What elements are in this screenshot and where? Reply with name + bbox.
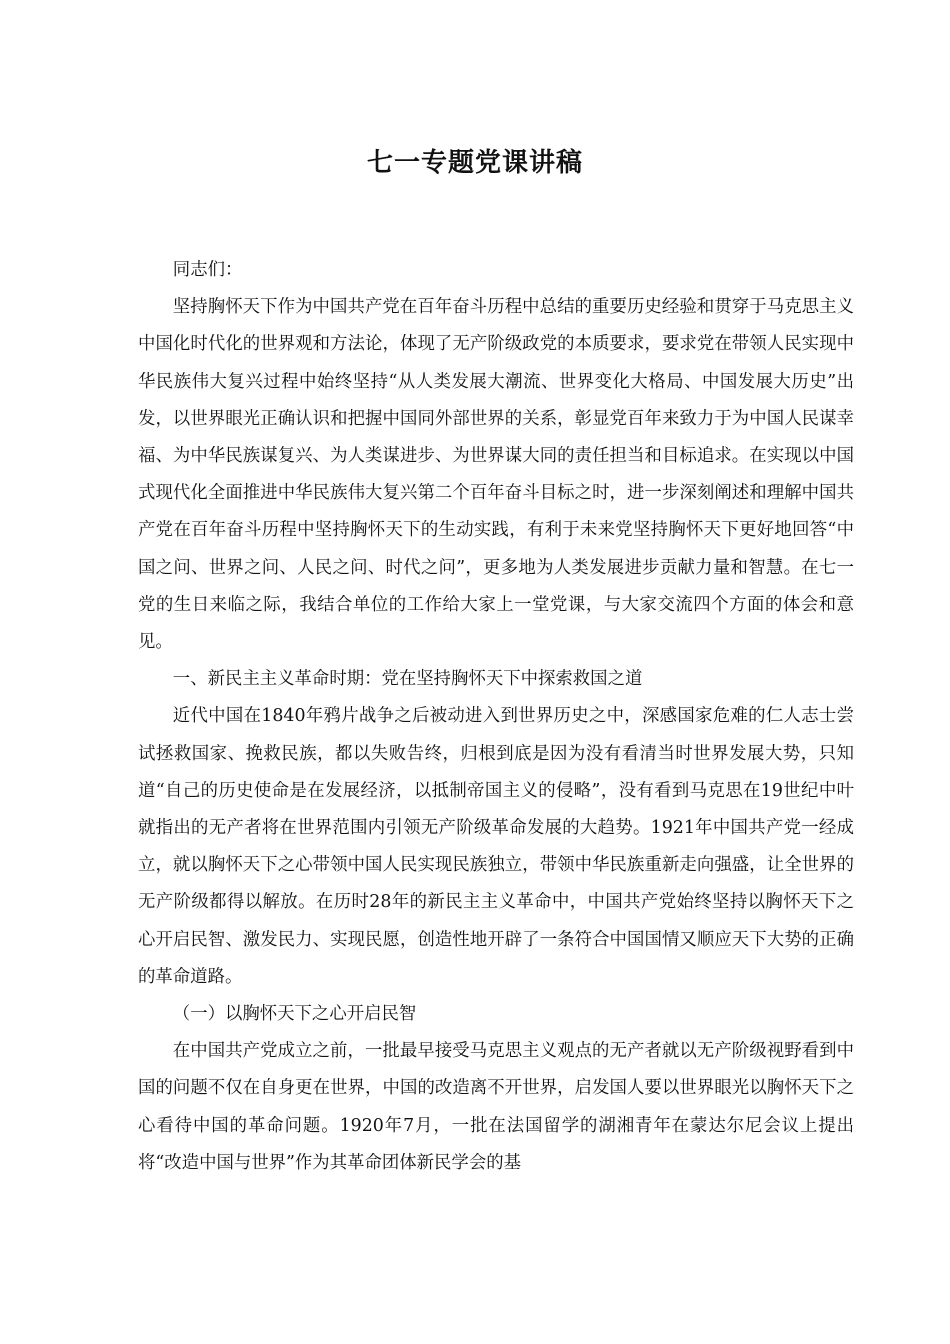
salutation: 同志们：: [172, 260, 243, 280]
paragraph-section-1: 近代中国在1840年鸦片战争之后被动进入到世界历史之中，深感国家危难的仁人志士尝试拯救国家、挽救民族，都以失败告终，归根到底是因为没有看清当时世界发展大势，只知道“自己的历史使命是在发展经济，以抵制帝国主义的侵略”，没有看到马克思在19世纪中叶就指出的无产者将在世界范围内引领无产阶级革命发展的大趋势。1921年中国共产党一经成立，就以胸怀天下之心带领中国人民实现民族独立，带领中华民族重新走向强盛，让全世界的无产阶级都得以解放。在历时28年的新民主主义革命中，中国共产党始终坚持以胸怀天下之心开启民智、激发民力、实现民愿，创造性地开辟了一条符合中国国情又顺应天下大势的正确的革命道路。: [138, 706, 854, 987]
paragraph-subsection-1: 在中国共产党成立之前，一批最早接受马克思主义观点的无产者就以无产阶级视野看到中国的问题不仅在自身更在世界，中国的改造离不开世界，启发国人要以世界眼光以胸怀天下之心看待中国的革命问题。1920年7月，一批在法国留学的湖湘青年在蒙达尔尼会议上提出将“改造中国与世界”作为其革命团体新民学会的基: [138, 1041, 854, 1173]
document-title: 七一专题党课讲稿: [366, 148, 583, 178]
paragraph-intro: 坚持胸怀天下作为中国共产党在百年奋斗历程中总结的重要历史经验和贯穿于马克思主义中国化时代化的世界观和方法论，体现了无产阶级政党的本质要求，要求党在带领人民实现中华民族伟大复兴过程中始终坚持“从人类发展大潮流、世界变化大格局、中国发展大历史”出发，以世界眼光正确认识和把握中国同外部世界的关系，彰显党百年来致力于为中国人民谋幸福、为中华民族谋复兴、为人类谋进步、为世界谋大同的责任担当和目标追求。在实现以中国式现代化全面推进中华民族伟大复兴第二个百年奋斗目标之时，进一步深刻阐述和理解中国共产党在百年奋斗历程中坚持胸怀天下的生动实践，有利于未来党坚持胸怀天下更好地回答“中国之问、世界之问、人民之问、时代之问”，更多地为人类发展进步贡献力量和智慧。在七一党的生日来临之际，我结合单位的工作给大家上一堂党课，与大家交流四个方面的体会和意见。: [138, 297, 854, 653]
document-body: [138, 252, 854, 1182]
subsection-heading-1: （一）以胸怀天下之心开启民智: [172, 1004, 417, 1025]
section-heading-1: 一、新民主主义革命时期：党在坚持胸怀天下中探索救国之道: [172, 669, 643, 690]
